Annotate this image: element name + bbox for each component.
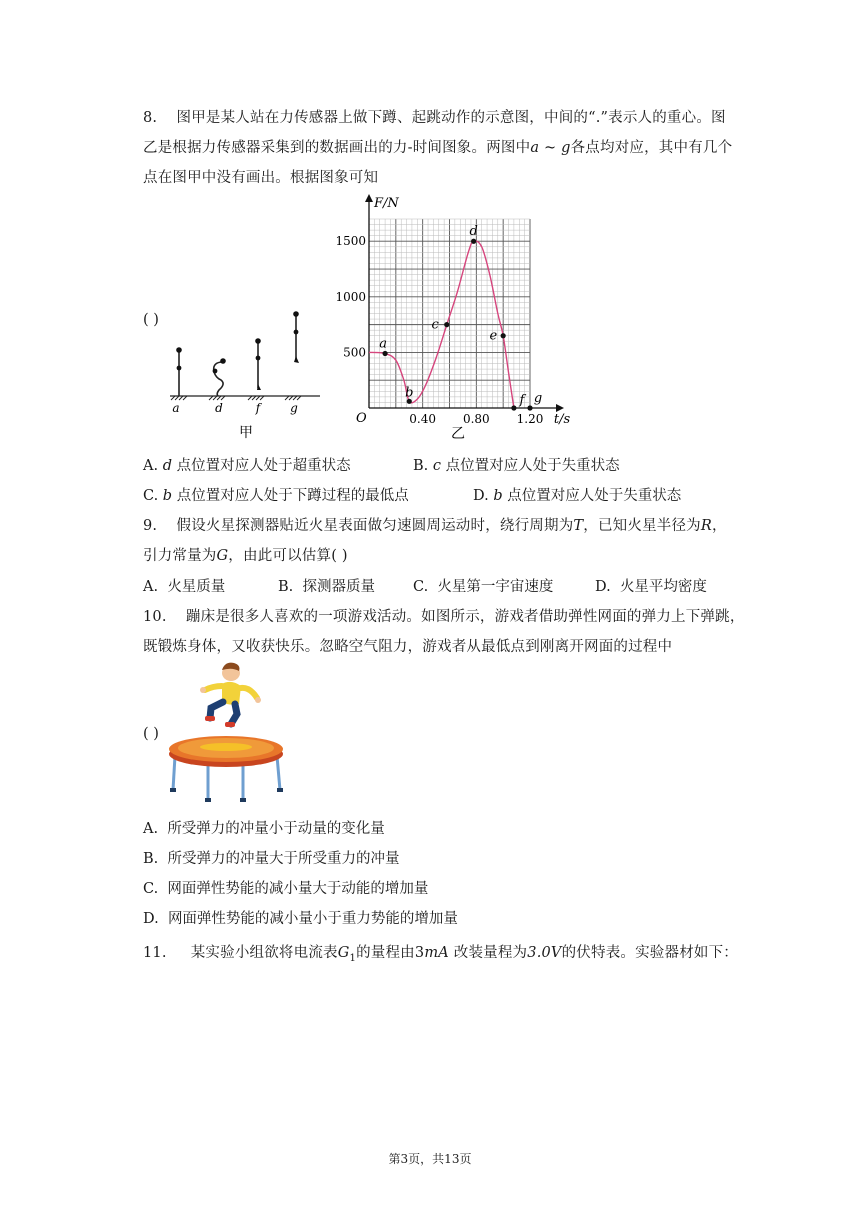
option-text: 网面弹性势能的减小量大于动能的增加量 xyxy=(167,881,429,897)
q8-force-time-chart xyxy=(335,190,585,445)
q10-line-1 xyxy=(143,605,745,626)
point-e xyxy=(501,333,506,338)
point-label-a: a xyxy=(379,336,387,352)
q10-number: 10. xyxy=(143,609,167,625)
q8-text-1: 图甲是某人站在力传感器上做下蹲、起跳动作的示意图，中间的“.”表示人的重心。图 xyxy=(176,110,726,126)
fig-label-a: a xyxy=(172,401,180,415)
q8-text-4: 点在图甲中没有画出。根据图象可知 xyxy=(143,170,379,186)
q9-text-2: ，已知火星半径为 xyxy=(583,518,701,534)
q11-value-3: 3 xyxy=(414,945,425,961)
point-label-c: c xyxy=(431,317,439,333)
option-text: 火星质量 xyxy=(167,579,226,595)
point-label-g: g xyxy=(533,391,543,406)
q8-figure-left xyxy=(166,300,326,445)
q11-text-3: 改装量程为 xyxy=(448,945,528,961)
option-label: C. xyxy=(413,579,429,595)
q8-line-2 xyxy=(143,136,732,157)
q8-text-3: 各点均对应，其中有几个 xyxy=(570,140,733,156)
q11-sub-1: 1 xyxy=(349,952,357,964)
q8-text-2: 乙是根据力传感器采集到的数据画出的力-时间图象。两图中 xyxy=(143,140,531,156)
q8-option-a[interactable] xyxy=(143,454,351,475)
q8-option-b[interactable] xyxy=(413,454,620,475)
q8-range-math: a ~ g xyxy=(530,140,571,156)
trampoline-illustration xyxy=(165,660,295,805)
q10-option-d[interactable] xyxy=(143,907,458,928)
q8-line-1 xyxy=(143,106,726,127)
fig-label-g: g xyxy=(290,401,298,415)
point-f xyxy=(511,405,516,410)
option-text: 探测器质量 xyxy=(302,579,375,595)
option-label: D. xyxy=(143,911,159,927)
q11-unit-ma: mA xyxy=(424,945,449,961)
q8-number: 8. xyxy=(143,110,158,126)
option-var: b xyxy=(493,488,503,504)
point-a xyxy=(383,351,388,356)
y-axis-arrow-icon xyxy=(365,194,373,202)
x-tick-label: 0.40 xyxy=(409,412,437,426)
q9-line-2 xyxy=(143,544,348,565)
option-var: b xyxy=(162,488,173,504)
q8-line-3 xyxy=(143,166,378,187)
figure-f-jump xyxy=(255,338,261,390)
q10-option-b[interactable] xyxy=(143,847,399,868)
option-text: 点位置对应人处于失重状态 xyxy=(507,488,682,504)
option-text: 所受弹力的冲量大于所受重力的冲量 xyxy=(167,851,400,867)
q10-line-2 xyxy=(143,635,672,656)
q9-option-c[interactable] xyxy=(413,575,553,596)
option-label: C. xyxy=(143,881,159,897)
option-var: c xyxy=(432,458,441,474)
q9-var-t: T xyxy=(573,518,584,534)
option-text: 网面弹性势能的减小量小于重力势能的增加量 xyxy=(167,911,458,927)
x-tick-label: 0.80 xyxy=(462,412,490,426)
page-footer: 第3页，共13页 xyxy=(388,1152,472,1166)
option-label: D. xyxy=(473,488,489,504)
q11-number: 11. xyxy=(143,945,167,961)
point-label-e: e xyxy=(489,328,498,344)
x-axis-label: t/s xyxy=(553,412,571,427)
q8-option-d[interactable] xyxy=(473,484,681,505)
option-label: B. xyxy=(143,851,159,867)
option-label: B. xyxy=(413,458,429,474)
y-tick-label: 1000 xyxy=(335,289,366,304)
option-label: A. xyxy=(143,579,159,595)
y-tick-label: 1500 xyxy=(335,234,366,249)
option-label: D. xyxy=(595,579,611,595)
q10-text-2: 既锻炼身体，又收获快乐。忽略空气阻力，游戏者从最低点到刚离开网面的过程中 xyxy=(143,639,673,655)
chart-grid xyxy=(369,219,530,408)
q10-option-a[interactable] xyxy=(143,817,385,838)
q8-answer-paren: ( ) xyxy=(143,312,159,328)
q9-option-b[interactable] xyxy=(278,575,375,596)
point-d xyxy=(471,239,476,244)
q11-var-g: G xyxy=(337,945,350,961)
fig-caption-yi: 乙 xyxy=(451,426,465,442)
option-text: 点位置对应人处于超重状态 xyxy=(176,458,351,474)
fig-caption-jia: 甲 xyxy=(239,425,253,441)
q10-text-1: 蹦床是很多人喜欢的一项游戏活动。如图所示，游戏者借助弹性网面的弹力上下弹跳， xyxy=(185,609,745,625)
q10-answer-paren: ( ) xyxy=(143,726,159,742)
fig-label-d: d xyxy=(215,401,223,415)
q11-line-1 xyxy=(143,941,738,964)
x-axis-arrow-icon xyxy=(556,404,564,412)
q9-text-4: 引力常量为 xyxy=(143,548,217,564)
figure-a-standing xyxy=(176,347,182,396)
option-text: 点位置对应人处于失重状态 xyxy=(445,458,620,474)
option-label: B. xyxy=(278,579,294,595)
y-tick-label: 500 xyxy=(343,345,366,360)
fig-label-f: f xyxy=(255,401,261,415)
q9-option-a[interactable] xyxy=(143,575,225,596)
option-text: 点位置对应人处于下蹲过程的最低点 xyxy=(176,488,409,504)
q9-line-1 xyxy=(143,514,727,535)
option-label: A. xyxy=(143,821,159,837)
point-c xyxy=(444,322,449,327)
option-var: d xyxy=(162,458,172,474)
option-label: C. xyxy=(143,488,159,504)
q9-text-3: ， xyxy=(712,518,727,534)
q11-value-3v: 3.0V xyxy=(527,945,562,961)
q9-option-d[interactable] xyxy=(595,575,707,596)
point-label-d: d xyxy=(469,224,478,240)
x-tick-label: 1.20 xyxy=(516,412,544,426)
option-text: 火星第一宇宙速度 xyxy=(437,579,554,595)
point-label-b: b xyxy=(405,385,414,401)
point-g xyxy=(527,405,532,410)
q11-text-2: 的量程由 xyxy=(356,945,415,961)
q11-text-4: 的伏特表。实验器材如下： xyxy=(561,945,739,961)
ground-hatches xyxy=(171,396,301,400)
q8-option-c[interactable] xyxy=(143,484,409,505)
y-axis-label: F/N xyxy=(374,196,399,211)
q9-text-5: ，由此可以估算( ) xyxy=(228,548,348,564)
origin-label: O xyxy=(356,411,367,426)
q9-var-g: G xyxy=(216,548,229,564)
figure-d-squat xyxy=(213,358,226,396)
q9-text-1: 假设火星探测器贴近火星表面做匀速圆周运动时，绕行周期为 xyxy=(176,518,574,534)
point-label-f: f xyxy=(519,393,525,408)
jumper-person xyxy=(200,663,261,727)
chart-axes xyxy=(365,194,564,412)
q9-var-r: R xyxy=(700,518,713,534)
option-text: 火星平均密度 xyxy=(619,579,707,595)
q10-option-c[interactable] xyxy=(143,877,428,898)
q11-text-1: 某实验小组欲将电流表 xyxy=(190,945,338,961)
q9-number: 9. xyxy=(143,518,158,534)
trampoline-mat xyxy=(169,736,283,767)
option-label: A. xyxy=(143,458,159,474)
option-text: 所受弹力的冲量小于动量的变化量 xyxy=(167,821,385,837)
figure-g-air xyxy=(293,311,299,363)
